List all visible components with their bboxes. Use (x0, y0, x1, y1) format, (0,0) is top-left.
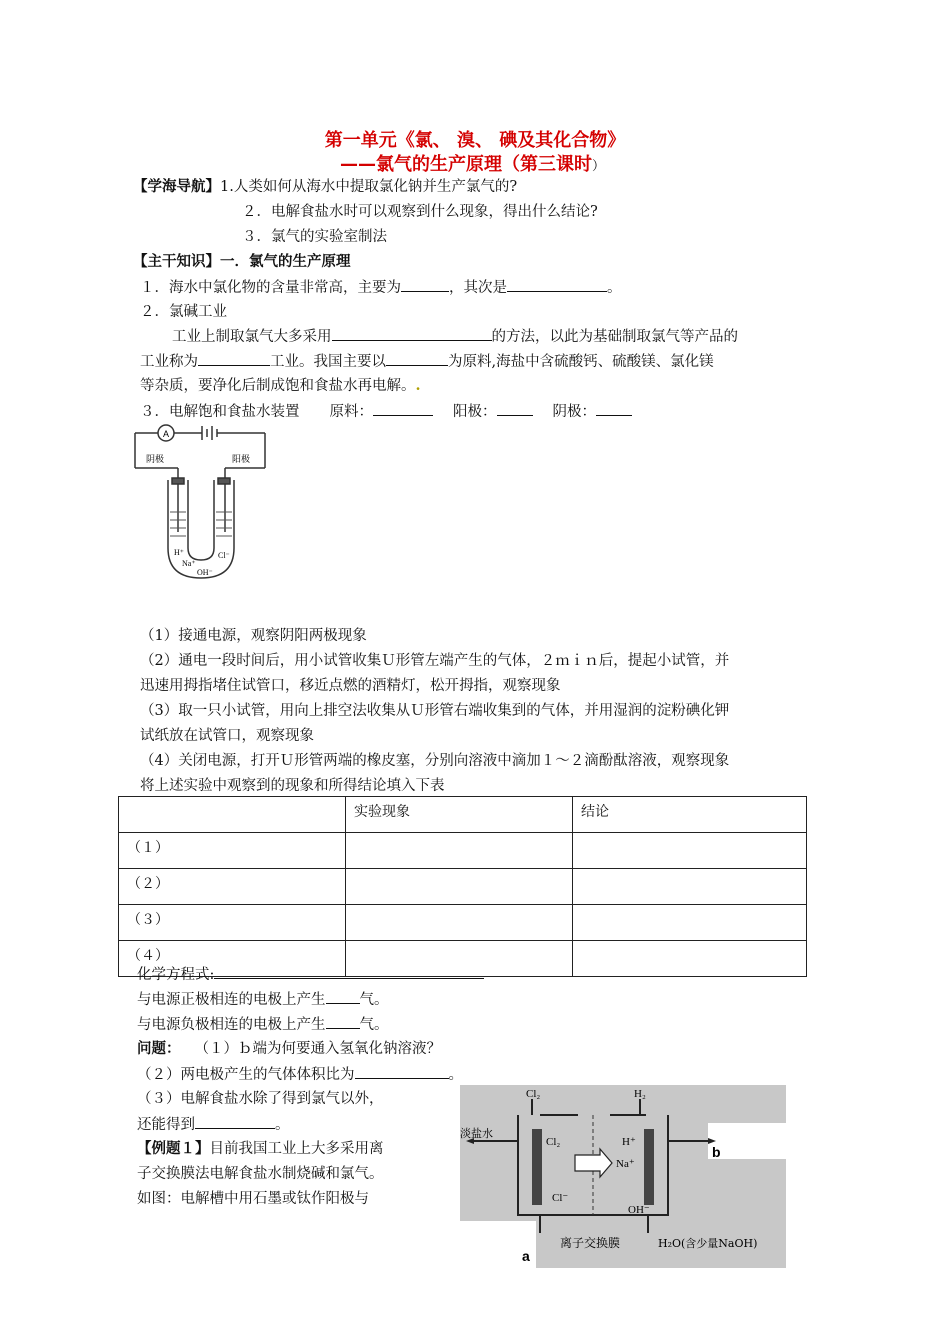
blank[interactable] (195, 1114, 275, 1129)
conclusion-cell[interactable] (573, 941, 807, 977)
blank[interactable] (198, 351, 270, 366)
ion-oh: OH⁻ (197, 568, 213, 577)
step-2a: （2）通电一段时间后，用小试管收集Ｕ形管左端产生的气体，２ｍｉｎ后，提起小试管，并 (140, 653, 730, 669)
subtitle-text: ——氯气的生产原理（第三课时 (340, 154, 592, 175)
blank[interactable] (401, 277, 449, 292)
oh-minus-label: OH⁻ (628, 1204, 650, 1216)
question-1 (137, 1039, 441, 1059)
neg-text-a: 与电源负极相连的电极上产生 (137, 1017, 326, 1033)
cathode-label: 阴极 (146, 455, 165, 465)
example-line-2: 子交换膜法电解食盐水制烧碱和氯气。 (137, 1166, 384, 1182)
membrane-label: 离子交换膜 (560, 1236, 621, 1250)
anode-plate (532, 1129, 542, 1205)
table-header-row (119, 797, 807, 833)
main-p1 (140, 277, 622, 298)
guide-q2: ２．电解食盐水时可以观察到什么现象，得出什么结论? (242, 204, 598, 220)
blank[interactable] (507, 277, 607, 292)
question-3b (137, 1114, 290, 1135)
main-p4 (140, 351, 714, 372)
p6-anode: 阳极： (453, 404, 497, 420)
example-line-3: 如图：电解槽中用石墨或钛作阳极与 (137, 1191, 369, 1207)
na-plus-label: Na⁺ (616, 1158, 635, 1170)
guide-q1: 1.人类如何从海水中提取氯化钠并生产氯气的? (220, 179, 518, 195)
blank[interactable] (326, 1014, 360, 1029)
table-header-phenomenon: 实验现象 (346, 797, 573, 833)
step-4a: （4）关闭电源，打开Ｕ形管两端的橡皮塞，分别向溶液中滴加１～２滴酚酞溶液，观察现象 (140, 753, 730, 769)
subtitle-paren: ） (592, 159, 606, 174)
ion-h: H⁺ (174, 548, 184, 557)
pos-text-b: 气。 (359, 992, 389, 1008)
table-row (119, 833, 807, 869)
neg-text-b: 气。 (359, 1017, 389, 1033)
row-label: （１） (119, 833, 346, 869)
bottom-right-label: H₂O(含少量NaOH) (658, 1237, 758, 1250)
phenomenon-cell[interactable] (346, 833, 573, 869)
conclusion-cell[interactable] (573, 833, 807, 869)
blank[interactable] (373, 401, 433, 416)
main-p3 (172, 326, 738, 347)
phenomenon-cell[interactable] (346, 869, 573, 905)
question-3a: （３）电解食盐水除了得到氯气以外， (137, 1091, 384, 1107)
main-heading-line (133, 252, 351, 272)
equation-label: 化学方程式: (137, 967, 215, 983)
q3-text-c: 。 (275, 1117, 290, 1133)
example-text-1: 目前我国工业上大多采用离 (209, 1141, 384, 1157)
example-line-1 (137, 1139, 384, 1159)
step-4b: 将上述实验中观察到的现象和所得结论填入下表 (140, 778, 445, 794)
blank[interactable] (386, 351, 448, 366)
results-table (118, 796, 807, 977)
phenomenon-cell[interactable] (346, 905, 573, 941)
p6-text-a: ３．电解饱和食盐水装置 (140, 404, 300, 420)
main-p2: ２．氯碱工业 (140, 304, 227, 320)
main-p6 (140, 401, 632, 422)
guide-q3: ３．氯气的实验室制法 (242, 229, 387, 245)
p5-dot: . (415, 377, 421, 394)
positive-electrode-line (137, 989, 389, 1010)
cl2-inner-label: Cl₂ (546, 1136, 561, 1148)
step-3a: （3）取一只小试管，用向上排空法收集从Ｕ形管右端收集到的气体，并用湿润的淀粉碘化钾 (140, 703, 730, 719)
p4-text-b: 工业。我国主要以 (270, 354, 386, 370)
label-a: a (522, 1248, 530, 1264)
question-1-text: （１）ｂ端为何要通入氢氧化钠溶液？ (194, 1041, 441, 1057)
label-b: b (712, 1144, 721, 1160)
row-label: （３） (119, 905, 346, 941)
anode-label: 阳极 (232, 455, 251, 465)
ammeter-label: A (162, 429, 170, 439)
question-2 (137, 1064, 463, 1085)
q2-text-a: （２）两电极产生的气体体积比为 (137, 1067, 355, 1083)
p3-text-a: 工业上制取氯气大多采用 (172, 329, 332, 345)
h-plus-label: H⁺ (622, 1136, 636, 1148)
pos-text-a: 与电源正极相连的电极上产生 (137, 992, 326, 1008)
table-header-conclusion: 结论 (573, 797, 807, 833)
main-label: 【主干知识】 (133, 253, 220, 270)
page-subtitle (340, 150, 605, 176)
guide-line-1 (133, 177, 517, 197)
blank[interactable] (332, 326, 492, 341)
step-2b: 迅速用拇指堵住试管口，移近点燃的酒精灯，松开拇指，观察现象 (140, 678, 561, 694)
blank[interactable] (596, 401, 632, 416)
table-row (119, 869, 807, 905)
blank[interactable] (497, 401, 533, 416)
dilute-brine-label: 淡盐水 (460, 1127, 493, 1140)
blank[interactable] (326, 989, 360, 1004)
cathode-plate (644, 1129, 654, 1205)
p4-text-c: 为原料,海盐中含硫酸钙、硫酸镁、氯化镁 (448, 354, 714, 370)
guide-label: 【学海导航】 (133, 178, 220, 195)
page-title: 第一单元《氯、 溴、 碘及其化合物》 (324, 130, 626, 151)
p5-text: 等杂质，要净化后制成饱和食盐水再电解。 (140, 378, 416, 394)
ion-cl: Cl⁻ (218, 551, 230, 560)
row-label: （２） (119, 869, 346, 905)
negative-electrode-line (137, 1014, 389, 1035)
main-p5 (140, 376, 421, 396)
blank[interactable] (355, 1064, 449, 1079)
main-heading: 一．氯气的生产原理 (220, 253, 351, 270)
row-label: （４） (119, 941, 346, 977)
conclusion-cell[interactable] (573, 905, 807, 941)
ion-na: Na⁺ (182, 559, 196, 568)
u-tube-apparatus (130, 420, 280, 595)
blank[interactable] (214, 964, 484, 979)
equation-line (137, 964, 484, 985)
electrolytic-cell-figure (460, 1085, 788, 1270)
step-3b: 试纸放在试管口，观察现象 (140, 728, 314, 744)
example-label: 【例题１】 (137, 1140, 210, 1157)
conclusion-cell[interactable] (573, 869, 807, 905)
table-row (119, 905, 807, 941)
p1-text-a: １．海水中氯化物的含量非常高，主要为 (140, 280, 401, 296)
p6-cathode: 阴极： (552, 404, 596, 420)
question-label: 问题： (137, 1040, 181, 1057)
p1-text-b: ，其次是 (449, 280, 507, 296)
q2-text-b: 。 (448, 1067, 463, 1083)
step-1: （1）接通电源，观察阴阳两极现象 (140, 628, 367, 644)
p1-text-c: 。 (607, 280, 622, 296)
cl-minus-label: Cl⁻ (552, 1192, 569, 1204)
p6-raw-material: 原料： (329, 404, 373, 420)
p4-text-a: 工业称为 (140, 354, 198, 370)
h2-top-label: H₂ (634, 1088, 646, 1100)
p3-text-b: 的方法，以此为基础制取氯气等产品的 (491, 329, 738, 345)
table-header-cell (119, 797, 346, 833)
q3-text-b: 还能得到 (137, 1117, 195, 1133)
cl2-top-label: Cl₂ (526, 1088, 541, 1100)
